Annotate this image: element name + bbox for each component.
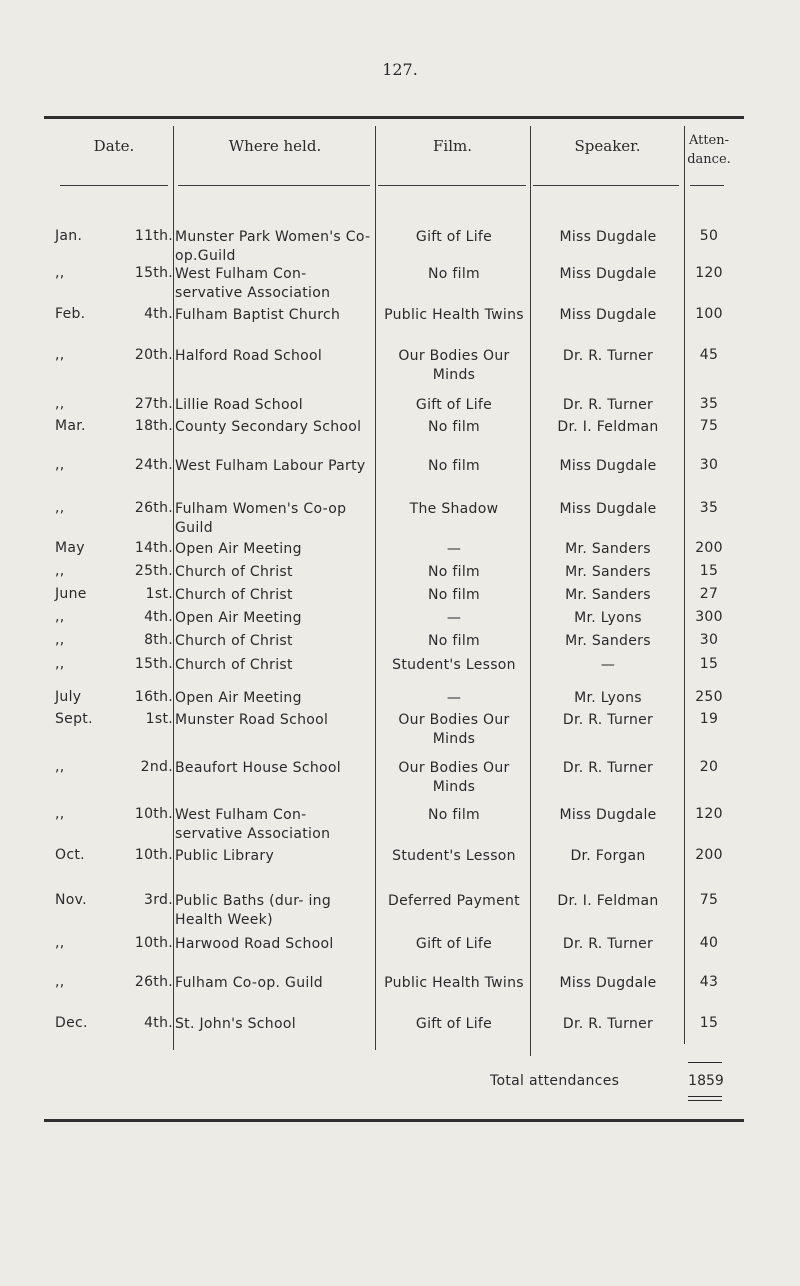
film-cell: — [446,541,462,557]
table-row [0,935,800,979]
where-held-cell: West Fulham Con- servative Association [175,807,331,842]
film-cell: Gift of Life [415,229,493,245]
film-cell: Gift of Life [415,936,493,952]
attendance-cell: 15 [699,563,719,579]
speaker-cell: Dr. I. Feldman [557,893,659,909]
day: 4th. [144,609,173,625]
speaker-cell: Mr. Lyons [574,610,642,626]
month: ,, [55,347,65,363]
speaker-cell: Miss Dugdale [559,458,657,474]
film-cell: Student's Lesson [392,848,516,864]
where-held-cell: Fulham Baptist Church [175,307,341,323]
speaker-cell: Miss Dugdale [559,266,657,282]
day: 1st. [145,711,173,727]
table-row [0,418,800,462]
attendance-cell: 35 [699,500,719,516]
film-cell: Public Health Twins [384,307,524,323]
film-cell: No film [428,633,480,649]
day: 1st. [145,586,173,602]
speaker-cell: Dr. R. Turner [562,1016,654,1032]
attendance-cell: 50 [699,228,719,244]
table-row [0,806,800,850]
speaker-cell: Dr. R. Turner [562,936,654,952]
film-cell: No film [428,266,480,282]
header-underline [533,185,679,186]
month: Jan. [55,228,83,244]
film-cell: The Shadow [409,501,499,517]
film-cell: Deferred Payment [388,893,520,909]
where-held-cell: Open Air Meeting [175,610,302,626]
film-cell: Gift of Life [415,397,493,413]
month: Mar. [55,418,86,434]
month: July [55,689,82,705]
film-cell: Student's Lesson [392,657,516,673]
attendance-cell: 43 [699,974,719,990]
speaker-cell: Dr. R. Turner [562,348,654,364]
day: 10th. [134,847,173,863]
where-held-cell: West Fulham Con- servative Association [175,266,331,301]
day: 8th. [144,632,173,648]
month: ,, [55,500,65,516]
film-cell: — [446,690,462,706]
month: ,, [55,806,65,822]
where-held-cell: Fulham Co-op. Guild [175,975,323,991]
month: June [55,586,87,602]
header-attendance-line1: Atten- [688,133,730,148]
attendance-cell: 35 [699,396,719,412]
speaker-cell: Mr. Sanders [565,633,651,649]
month: ,, [55,974,65,990]
speaker-cell: Miss Dugdale [559,501,657,517]
where-held-cell: Public Baths (dur- ing Health Week) [175,893,332,928]
table-row [0,711,800,755]
attendance-cell: 30 [699,457,719,473]
table-row [0,847,800,891]
speaker-cell: — [600,657,616,673]
film-cell: Our Bodies Our Minds [398,348,510,383]
day: 20th. [134,347,173,363]
header-film: Film. [433,137,472,155]
day: 18th. [134,418,173,434]
day: 15th. [134,265,173,281]
table-row [0,759,800,803]
speaker-cell: Miss Dugdale [559,307,657,323]
table-row [0,457,800,501]
where-held-cell: Lillie Road School [175,397,303,413]
speaker-cell: Mr. Sanders [565,564,651,580]
table-row [0,974,800,1018]
attendance-cell: 300 [695,609,723,625]
where-held-cell: Church of Christ [175,564,293,580]
day: 26th. [134,500,173,516]
total-double-rule [688,1100,722,1101]
bottom-rule [44,1119,744,1122]
where-held-cell: Beaufort House School [175,760,341,776]
speaker-cell: Mr. Lyons [574,690,642,706]
film-cell: Our Bodies Our Minds [398,712,510,747]
where-held-cell: Munster Road School [175,712,329,728]
film-cell: — [446,610,462,626]
attendance-cell: 20 [699,759,719,775]
total-label: Total attendances [490,1073,620,1089]
month: ,, [55,396,65,412]
table-row [0,500,800,544]
attendance-cell: 19 [699,711,719,727]
month: Feb. [55,306,86,322]
header-underline [690,185,724,186]
attendance-cell: 200 [695,847,723,863]
month: ,, [55,632,65,648]
month: ,, [55,759,65,775]
month: ,, [55,609,65,625]
month: Sept. [55,711,93,727]
speaker-cell: Miss Dugdale [559,229,657,245]
attendance-cell: 30 [699,632,719,648]
where-held-cell: Church of Christ [175,657,293,673]
film-cell: No film [428,587,480,603]
where-held-cell: Munster Park Women's Co-op.Guild [175,229,371,264]
speaker-cell: Dr. R. Turner [562,397,654,413]
speaker-cell: Dr. Forgan [570,848,646,864]
header-date: Date. [93,137,135,155]
attendance-cell: 250 [695,689,723,705]
where-held-cell: Halford Road School [175,348,323,364]
month: ,, [55,656,65,672]
day: 25th. [134,563,173,579]
header-where-held: Where held. [228,137,322,155]
table-row [0,347,800,391]
header-underline [60,185,168,186]
top-rule [44,116,744,119]
header-speaker: Speaker. [574,137,641,155]
month: Nov. [55,892,87,908]
day: 4th. [144,1015,173,1031]
where-held-cell: West Fulham Labour Party [175,458,366,474]
attendance-cell: 15 [699,656,719,672]
where-held-cell: Church of Christ [175,587,293,603]
film-cell: No film [428,807,480,823]
total-rule [688,1062,722,1063]
where-held-cell: Harwood Road School [175,936,334,952]
day: 4th. [144,306,173,322]
speaker-cell: Dr. R. Turner [562,760,654,776]
day: 2nd. [140,759,173,775]
table-row [0,306,800,350]
speaker-cell: Miss Dugdale [559,807,657,823]
day: 24th. [134,457,173,473]
month: May [55,540,85,556]
film-cell: Our Bodies Our Minds [398,760,510,795]
day: 26th. [134,974,173,990]
day: 10th. [134,806,173,822]
attendance-cell: 75 [699,892,719,908]
month: ,, [55,265,65,281]
speaker-cell: Miss Dugdale [559,975,657,991]
speaker-cell: Dr. R. Turner [562,712,654,728]
attendance-cell: 27 [699,586,719,602]
film-cell: No film [428,419,480,435]
film-cell: No film [428,458,480,474]
where-held-cell: Open Air Meeting [175,690,302,706]
header-underline [178,185,370,186]
where-held-cell: County Secondary School [175,419,362,435]
day: 15th. [134,656,173,672]
film-cell: Public Health Twins [384,975,524,991]
total-double-rule [688,1096,722,1097]
day: 10th. [134,935,173,951]
where-held-cell: Open Air Meeting [175,541,302,557]
attendance-cell: 75 [699,418,719,434]
attendance-cell: 100 [695,306,723,322]
day: 14th. [134,540,173,556]
where-held-cell: Church of Christ [175,633,293,649]
speaker-cell: Mr. Sanders [565,587,651,603]
month: Dec. [55,1015,88,1031]
speaker-cell: Mr. Sanders [565,541,651,557]
attendance-cell: 40 [699,935,719,951]
table-row [0,892,800,936]
day: 27th. [134,396,173,412]
month: ,, [55,457,65,473]
month: ,, [55,935,65,951]
attendance-cell: 15 [699,1015,719,1031]
total-value: 1859 [688,1073,724,1089]
where-held-cell: Fulham Women's Co-op Guild [175,501,347,536]
film-cell: No film [428,564,480,580]
day: 16th. [134,689,173,705]
header-attendance [684,131,734,169]
attendance-cell: 45 [699,347,719,363]
attendance-cell: 200 [695,540,723,556]
attendance-cell: 120 [695,806,723,822]
where-held-cell: Public Library [175,848,275,864]
film-cell: Gift of Life [415,1016,493,1032]
table-row [0,265,800,309]
month: Oct. [55,847,85,863]
month: ,, [55,563,65,579]
page-number: 127. [382,60,418,79]
table-row [0,1015,800,1059]
attendance-cell: 120 [695,265,723,281]
header-underline [378,185,526,186]
where-held-cell: St. John's School [175,1016,296,1032]
day: 11th. [134,228,173,244]
speaker-cell: Dr. I. Feldman [557,419,659,435]
header-attendance-line2: dance. [687,152,731,167]
day: 3rd. [144,892,173,908]
